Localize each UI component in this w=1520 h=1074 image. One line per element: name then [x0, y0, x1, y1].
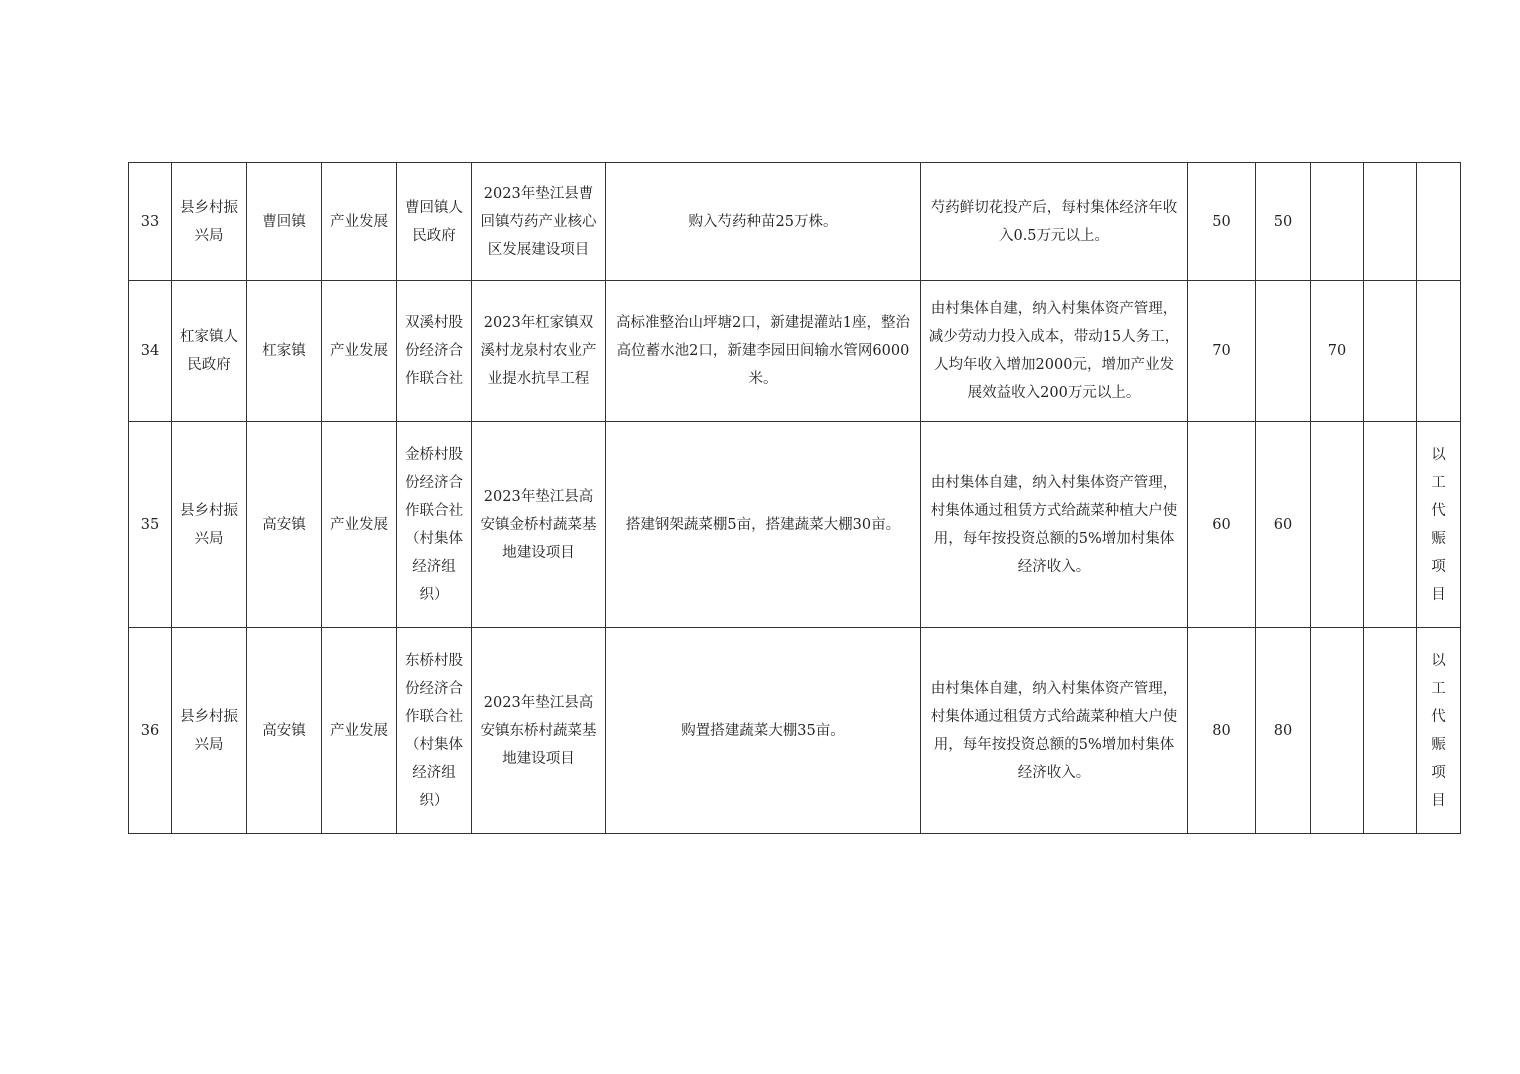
project-name: 2023年杠家镇双溪村龙泉村农业产业提水抗旱工程 [472, 281, 606, 422]
remarks [1417, 422, 1461, 628]
fund-source-a [1256, 281, 1311, 422]
project-table [128, 162, 1461, 834]
construction-content: 搭建钢架蔬菜棚5亩，搭建蔬菜大棚30亩。 [606, 422, 921, 628]
construction-content: 购置搭建蔬菜大棚35亩。 [606, 628, 921, 834]
fund-source-c [1364, 163, 1417, 281]
remarks-text: 以工代赈项目 [1431, 652, 1446, 809]
fund-source-c [1364, 281, 1417, 422]
town: 曹回镇 [247, 163, 322, 281]
project-name: 2023年垫江县曹回镇芍药产业核心区发展建设项目 [472, 163, 606, 281]
remarks [1417, 281, 1461, 422]
fund-source-b: 70 [1311, 281, 1364, 422]
department: 县乡村振兴局 [172, 422, 247, 628]
department: 县乡村振兴局 [172, 628, 247, 834]
row-number: 34 [129, 281, 172, 422]
construction-content: 高标准整治山坪塘2口，新建提灌站1座，整治高位蓄水池2口，新建李园田间输水管网6000米。 [606, 281, 921, 422]
implementer: 金桥村股份经济合作联合社（村集体经济组织） [397, 422, 472, 628]
table-row [129, 422, 1461, 628]
town: 杠家镇 [247, 281, 322, 422]
row-number: 33 [129, 163, 172, 281]
fund-source-a: 50 [1256, 163, 1311, 281]
benefit-mechanism: 由村集体自建，纳入村集体资产管理，减少劳动力投入成本，带动15人务工，人均年收入增加2000元，增加产业发展效益收入200万元以上。 [921, 281, 1188, 422]
remarks [1417, 628, 1461, 834]
benefit-mechanism: 由村集体自建，纳入村集体资产管理，村集体通过租赁方式给蔬菜种植大户使用，每年按投资总额的5%增加村集体经济收入。 [921, 422, 1188, 628]
category: 产业发展 [322, 628, 397, 834]
implementer: 东桥村股份经济合作联合社（村集体经济组织） [397, 628, 472, 834]
table-row [129, 163, 1461, 281]
fund-source-b [1311, 422, 1364, 628]
implementer: 曹回镇人民政府 [397, 163, 472, 281]
category: 产业发展 [322, 163, 397, 281]
table-row [129, 628, 1461, 834]
fund-source-c [1364, 628, 1417, 834]
construction-content: 购入芍药种苗25万株。 [606, 163, 921, 281]
town: 高安镇 [247, 422, 322, 628]
project-name: 2023年垫江县高安镇东桥村蔬菜基地建设项目 [472, 628, 606, 834]
category: 产业发展 [322, 422, 397, 628]
fund-source-c [1364, 422, 1417, 628]
implementer: 双溪村股份经济合作联合社 [397, 281, 472, 422]
department: 县乡村振兴局 [172, 163, 247, 281]
department: 杠家镇人民政府 [172, 281, 247, 422]
total-funds: 80 [1188, 628, 1256, 834]
total-funds: 50 [1188, 163, 1256, 281]
fund-source-b [1311, 628, 1364, 834]
benefit-mechanism: 由村集体自建，纳入村集体资产管理，村集体通过租赁方式给蔬菜种植大户使用，每年按投资总额的5%增加村集体经济收入。 [921, 628, 1188, 834]
row-number: 35 [129, 422, 172, 628]
fund-source-b [1311, 163, 1364, 281]
project-name: 2023年垫江县高安镇金桥村蔬菜基地建设项目 [472, 422, 606, 628]
table-row [129, 281, 1461, 422]
total-funds: 70 [1188, 281, 1256, 422]
fund-source-a: 80 [1256, 628, 1311, 834]
category: 产业发展 [322, 281, 397, 422]
town: 高安镇 [247, 628, 322, 834]
total-funds: 60 [1188, 422, 1256, 628]
fund-source-a: 60 [1256, 422, 1311, 628]
row-number: 36 [129, 628, 172, 834]
remarks-text: 以工代赈项目 [1431, 446, 1446, 603]
benefit-mechanism: 芍药鲜切花投产后，每村集体经济年收入0.5万元以上。 [921, 163, 1188, 281]
remarks [1417, 163, 1461, 281]
